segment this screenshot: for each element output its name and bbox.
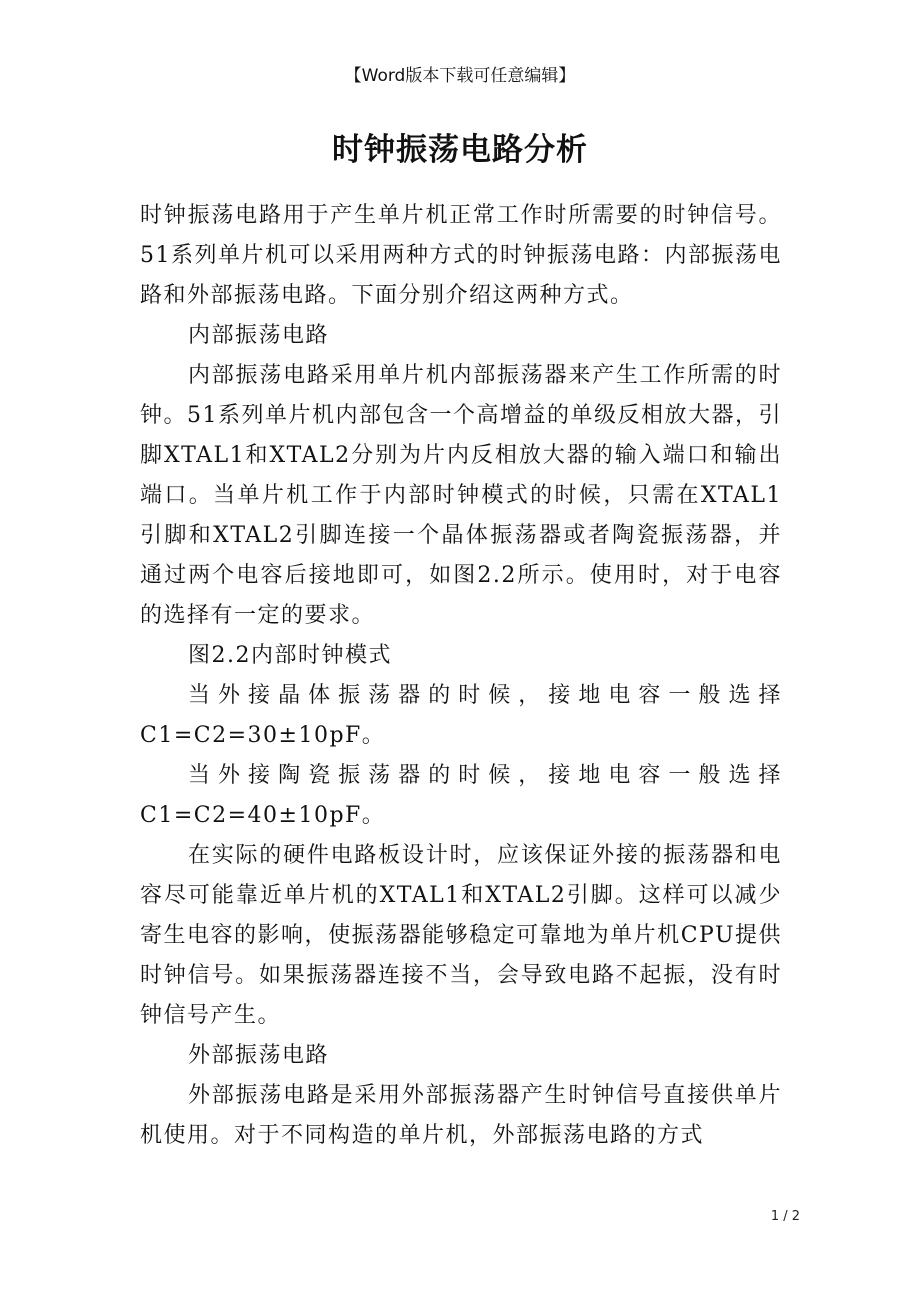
paragraph-external-description: 外部振荡电路是采用外部振荡器产生时钟信号直接供单片机使用。对于不同构造的单片机，外部振荡电路的方式 xyxy=(140,1083,782,1148)
section-heading-internal: 内部振荡电路 xyxy=(188,323,330,348)
figure-caption: 图2.2内部时钟模式 xyxy=(188,643,392,668)
document-title: 时钟振荡电路分析 xyxy=(332,132,588,168)
paragraph-intro: 时钟振荡电路用于产生单片机正常工作时所需要的时钟信号。51系列单片机可以采用两种方式的时钟振荡电路：内部振荡电路和外部振荡电路。下面分别介绍这两种方式。 xyxy=(140,203,782,308)
section-heading-external: 外部振荡电路 xyxy=(188,1043,330,1068)
paragraph-board-design: 在实际的硬件电路板设计时，应该保证外接的振荡器和电容尽可能靠近单片机的XTAL1和XTAL2引脚。这样可以减少寄生电容的影响，使振荡器能够稳定可靠地为单片机CPU提供时钟信号。如果振荡器连接不当，会导致电路不起振，没有时钟信号产生。 xyxy=(140,843,782,1028)
page-number: 1 / 2 xyxy=(770,1209,800,1224)
header-note: 【Word版本下载可任意编辑】 xyxy=(344,66,576,86)
paragraph-internal-description: 内部振荡电路采用单片机内部振荡器来产生工作所需的时钟。51系列单片机内部包含一个高增益的单级反相放大器，引脚XTAL1和XTAL2分别为片内反相放大器的输入端口和输出端口。当单片机工作于内部时钟模式的时候，只需在XTAL1引脚和XTAL2引脚连接一个晶体振荡器或者陶瓷振荡器，并通过两个电容后接地即可，如图2.2所示。使用时，对于电容的选择有一定的要求。 xyxy=(140,363,782,628)
document-body xyxy=(140,196,782,1156)
paragraph-ceramic-capacitance: 当外接陶瓷振荡器的时候，接地电容一般选择C1=C2=40±10pF。 xyxy=(140,763,782,828)
paragraph-crystal-capacitance: 当外接晶体振荡器的时候，接地电容一般选择C1=C2=30±10pF。 xyxy=(140,683,782,748)
